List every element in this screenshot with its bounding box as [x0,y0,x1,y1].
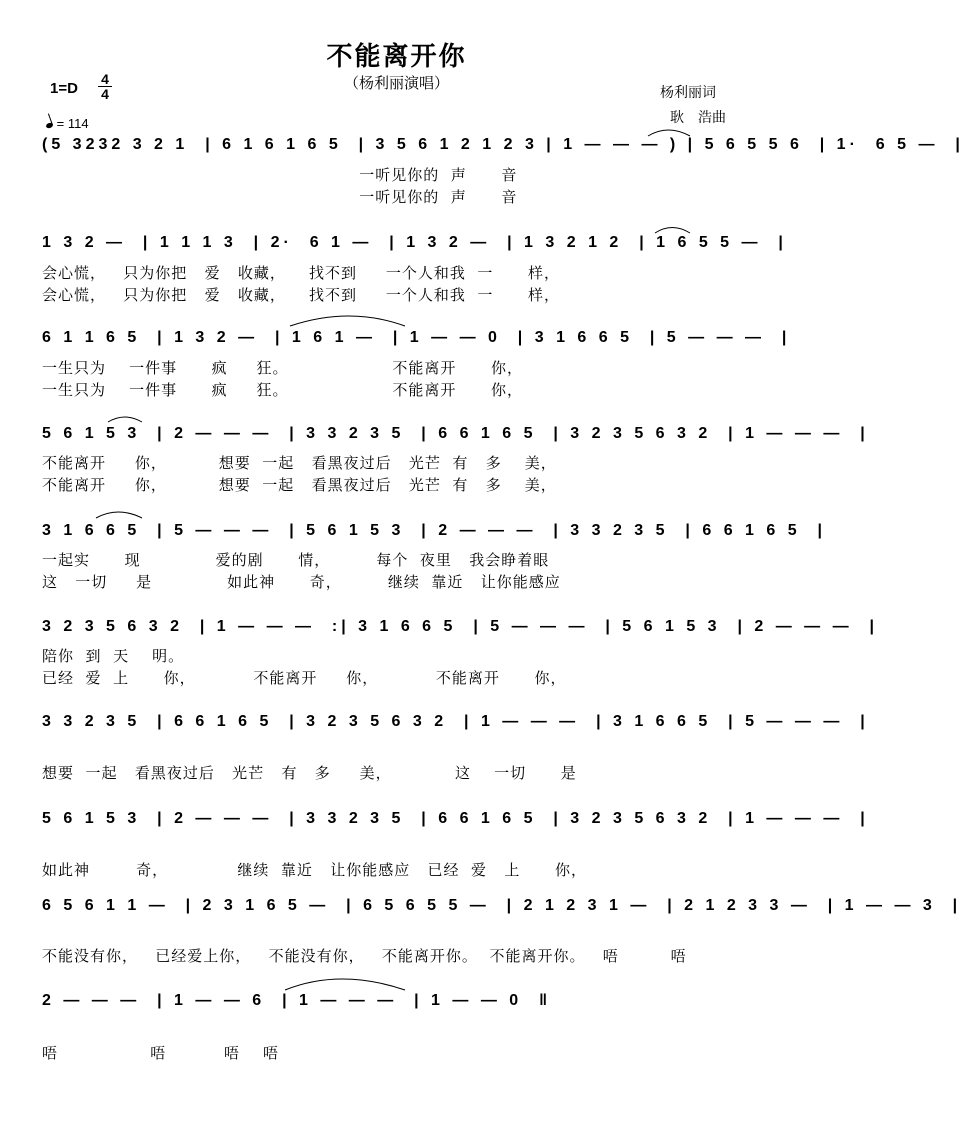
notation-row: 6 5 6 1 1 — | 2 3 1 6 5 — | 6 5 6 5 5 — | 2 1 2 3 1 — | 2 1 2 3 3 — | 1 — — 3 | [42,897,962,914]
lyric-line: 一生只为 一件事 疯 狂。 不能离开 你， [42,381,523,399]
lyric-line: 已经 爱 上 你， 不能离开 你， 不能离开 你， [42,669,567,687]
lyric-line: 一生只为 一件事 疯 狂。 不能离开 你， [42,359,523,377]
tempo-value: = 114 [56,116,89,131]
notation-row: 5 6 1 5 3 | 2 — — — | 3 3 2 3 5 | 6 6 1 6 5 | 3 2 3 5 6 3 2 | 1 — — — | [42,810,869,827]
composer-credit: 耿 浩曲 [670,110,726,126]
lyric-line: 不能离开 你， 想要 一起 看黑夜过后 光芒 有 多 美， [42,476,557,494]
lyric-line: 一听见你的 声 音 [42,188,518,206]
lyric-line: 这 一切 是 如此神 奇， 继续 靠近 让你能感应 [42,573,561,591]
notation-row: 3 1 6 6 5 | 5 — — — | 5 6 1 5 3 | 2 — — — | 3 3 2 3 5 | 6 6 1 6 5 | [42,522,826,539]
lyric-line: 想要 一起 看黑夜过后 光芒 有 多 美， 这 一切 是 [42,764,577,782]
notation-row: 3 3 2 3 5 | 6 6 1 6 5 | 3 2 3 5 6 3 2 | 1 — — — | 3 1 6 6 5 | 5 — — — | [42,713,869,730]
song-subtitle: （杨利丽演唱） [343,74,449,92]
lyric-line: 如此神 奇， 继续 靠近 让你能感应 已经 爱 上 你， [42,861,587,879]
notation-row: 5 6 1 5 3 | 2 — — — | 3 3 2 3 5 | 6 6 1 6 5 | 3 2 3 5 6 3 2 | 1 — — — | [42,425,869,442]
lyric-line: 不能离开 你， 想要 一起 看黑夜过后 光芒 有 多 美， [42,454,557,472]
lyric-line: 唔 唔 唔 唔 [42,1044,280,1062]
time-signature-bottom: 4 [98,86,112,101]
lyric-line: 不能没有你， 已经爱上你， 不能没有你， 不能离开你。 不能离开你。 唔 唔 [42,947,687,965]
lyric-line: 陪你 到 天 明。 [42,647,185,665]
lyric-line: 会心慌， 只为你把 爱 收藏， 找不到 一个人和我 一 样， [42,286,560,304]
lyric-line: 会心慌， 只为你把 爱 收藏， 找不到 一个人和我 一 样， [42,264,560,282]
lyricist-credit: 杨利丽词 [660,85,716,101]
notation-row: 2 — — — | 1 — — 6 | 1 — — — | 1 — — 0 ‖ [42,992,552,1009]
notation-row: 6 1 1 6 5 | 1 3 2 — | 1 6 1 — | 1 — — 0 | 3 1 6 6 5 | 5 — — — | [42,329,791,346]
notation-row: (5 3232 3 2 1 | 6 1 6 1 6 5 | 3 5 6 1 2 1 2 3 | 1 — — — ) | 5 6 5 5 6 | 1· 6 5 — | [42,136,964,153]
time-signature-top: 4 [101,71,109,87]
lyric-line: 一听见你的 声 音 [42,166,518,184]
notation-row: 3 2 3 5 6 3 2 | 1 — — — :| 3 1 6 6 5 | 5 — — — | 5 6 1 5 3 | 2 — — — | [42,618,878,635]
song-title: 不能离开你 [326,42,467,72]
notation-row: 1 3 2 — | 1 1 1 3 | 2· 6 1 — | 1 3 2 — | 1 3 2 1 2 | 1 6 5 5 — | [42,234,787,251]
lyric-line: 一起实 现 爱的剧 情， 每个 夜里 我会睁着眼 [42,551,550,569]
key-signature: 1=D [50,80,78,97]
